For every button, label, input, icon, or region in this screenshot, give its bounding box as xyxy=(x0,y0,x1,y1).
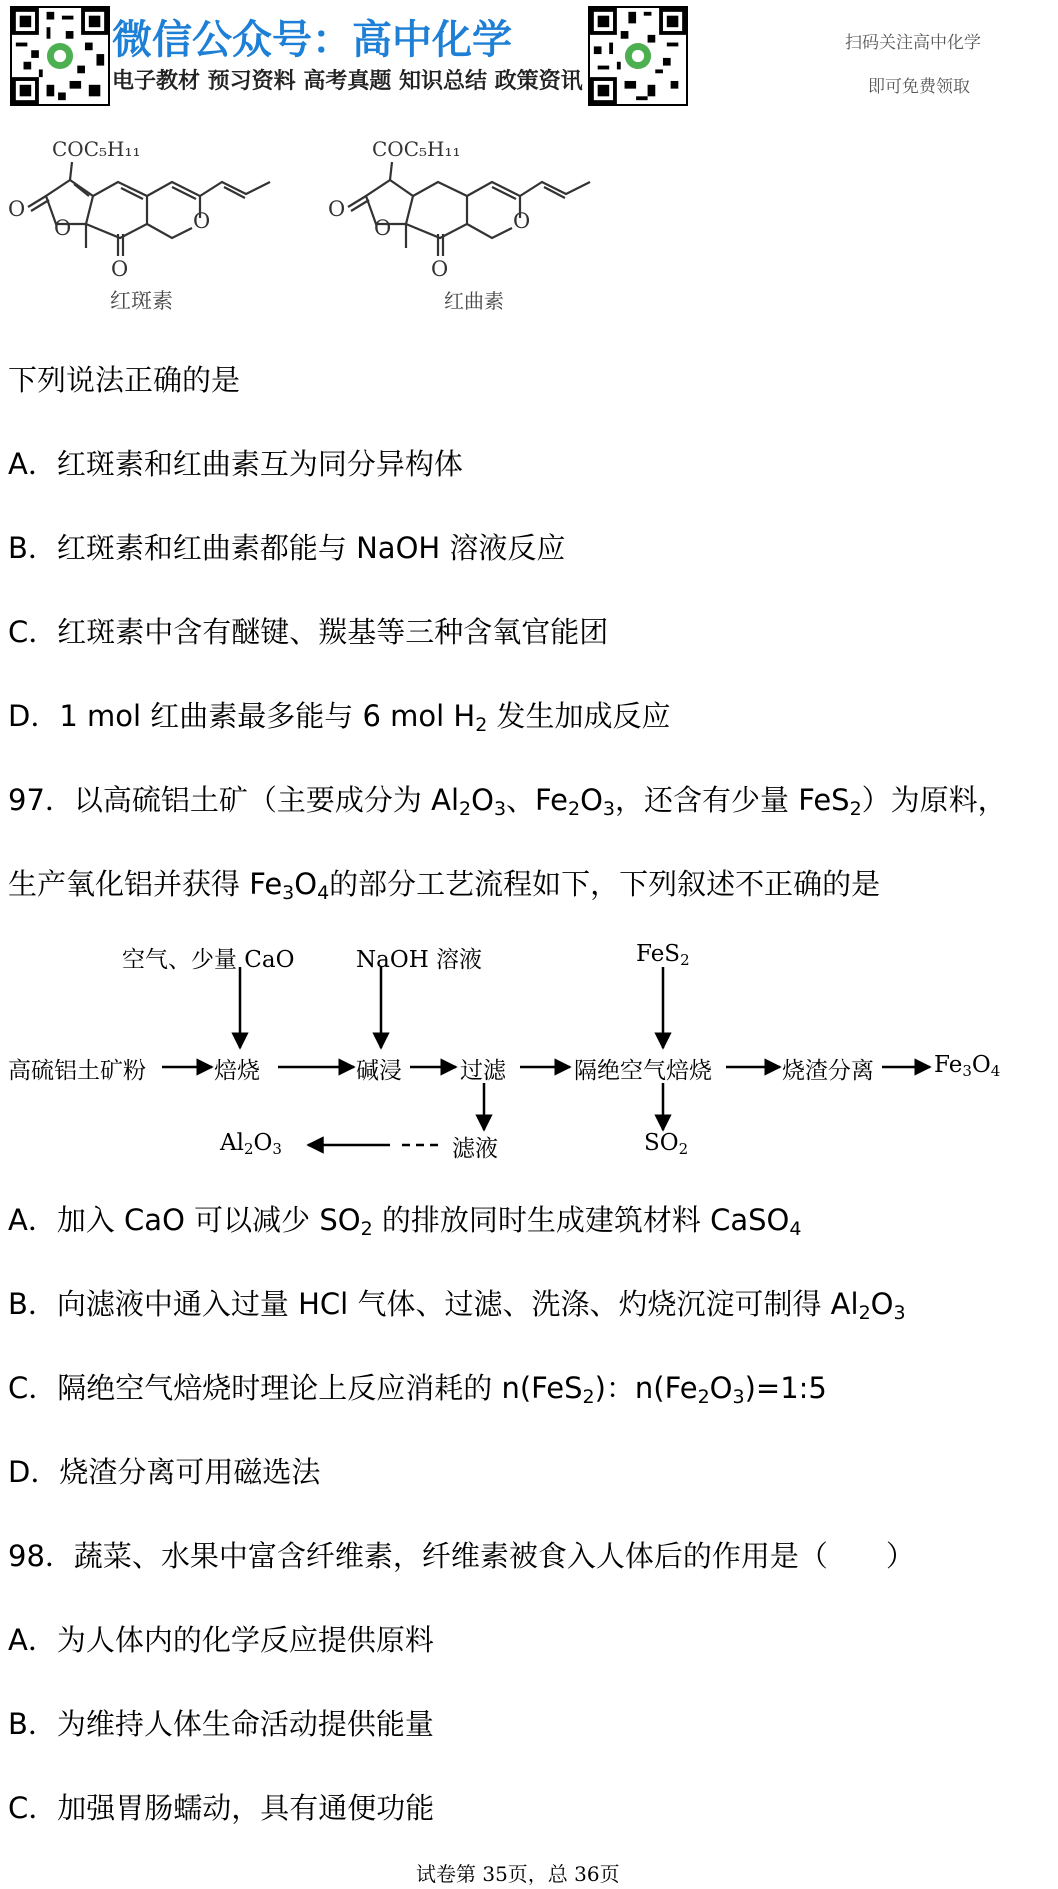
q97-stem-line2 xyxy=(8,862,880,904)
q97-l2-s3: 4 xyxy=(317,882,330,904)
q96-option-d-sub: 2 xyxy=(475,714,488,736)
keto-o-right: O xyxy=(431,257,449,281)
step-slag-separation: 烧渣分离 xyxy=(782,1058,874,1084)
q98-option-b: B．为维持人体生命活动提供能量 xyxy=(8,1707,434,1741)
q97-l1-s1: 2 xyxy=(459,798,472,820)
carbonyl-o-left: O xyxy=(8,197,26,221)
q97b-s1: 2 xyxy=(858,1302,871,1324)
so2-s1: 2 xyxy=(678,1140,689,1158)
q97b-t0: B．向滤液中通入过量 HCl 气体、过滤、洗涤、灼烧沉淀可制得 Al xyxy=(8,1287,859,1321)
product-so2 xyxy=(644,1130,688,1158)
substituent-right: COC₅H₁₁ xyxy=(372,137,461,161)
so2-t0: SO xyxy=(644,1130,679,1156)
page-footer: 试卷第 35页，总 36页 xyxy=(416,1862,620,1886)
qr-code-right-icon xyxy=(588,6,688,106)
tagline: 电子教材 预习资料 高考真题 知识总结 政策资讯 xyxy=(112,69,583,94)
q96-option-b: B．红斑素和红曲素都能与 NaOH 溶液反应 xyxy=(8,531,566,565)
brand-title: 微信公众号：高中化学 xyxy=(112,17,512,63)
q96-option-d-pre: D．1 mol 红曲素最多能与 6 mol H xyxy=(8,699,476,733)
q97c-s1: 2 xyxy=(582,1386,595,1408)
q97-stem-line1 xyxy=(8,778,1007,820)
qr-code-right-svg xyxy=(590,8,686,104)
carbonyl-o-right: O xyxy=(328,197,346,221)
q97-option-d: D．烧渣分离可用磁选法 xyxy=(8,1455,321,1489)
step-alkali-leach: 碱浸 xyxy=(356,1058,402,1084)
q97a-t0: A．加入 CaO 可以减少 SO xyxy=(8,1203,361,1237)
fe3o4-t0: Fe xyxy=(934,1052,963,1078)
process-flow-diagram xyxy=(0,935,1058,1165)
q98-option-a: A．为人体内的化学反应提供原料 xyxy=(8,1623,434,1657)
product-fe3o4 xyxy=(934,1052,1000,1080)
q97-l1-s9: 2 xyxy=(849,798,862,820)
structure-label-left: 红斑素 xyxy=(110,289,173,313)
q97c-t6: )=1:5 xyxy=(744,1371,827,1405)
q97-option-b xyxy=(8,1282,906,1324)
q97-l2-t4: 的部分工艺流程如下，下列叙述不正确的是 xyxy=(329,867,881,901)
al2o3-s1: 2 xyxy=(243,1140,254,1158)
step-roast: 焙烧 xyxy=(214,1058,260,1084)
fe3o4-t2: O xyxy=(971,1052,991,1078)
al2o3-s3: 3 xyxy=(272,1140,282,1158)
reagent-air-cao: 空气、少量 CaO xyxy=(122,947,295,973)
q97-l1-t8: ，还含有少量 FeS xyxy=(615,783,850,817)
molecule-hongqusu xyxy=(348,162,590,256)
pyran-o-right: O xyxy=(513,209,531,233)
ring-o-right: O xyxy=(374,216,392,240)
q97-l2-t0: 生产氧化铝并获得 Fe xyxy=(8,867,283,901)
step-isolated-roast: 隔绝空气焙烧 xyxy=(574,1058,712,1084)
q97-l1-t4: 、Fe xyxy=(506,783,568,817)
pyran-o-left: O xyxy=(193,209,211,233)
fes2-s1: 2 xyxy=(680,951,690,969)
structure-label-right: 红曲素 xyxy=(444,289,504,313)
q97-l1-t2: O xyxy=(471,783,494,817)
q97-option-c xyxy=(8,1366,827,1408)
side-caption-scan: 扫码关注高中化学 xyxy=(845,33,981,53)
fe3o4-s1: 3 xyxy=(962,1062,972,1080)
qr-code-left-svg xyxy=(12,8,108,104)
step-raw-material: 高硫铝土矿粉 xyxy=(8,1058,146,1084)
q98-option-c: C．加强胃肠蠕动，具有通便功能 xyxy=(8,1791,435,1825)
reagent-naoh: NaOH 溶液 xyxy=(356,947,483,973)
q97c-s5: 3 xyxy=(732,1386,745,1408)
q96-option-a: A．红斑素和红曲素互为同分异构体 xyxy=(8,447,463,481)
q97-l1-t0: 97．以高硫铝土矿（主要成分为 Al xyxy=(8,783,460,817)
filtrate-label: 滤液 xyxy=(452,1136,498,1162)
q97-l2-s1: 3 xyxy=(282,882,295,904)
q97-l1-s7: 3 xyxy=(602,798,615,820)
q98-stem: 98．蔬菜、水果中富含纤维素，纤维素被食入人体后的作用是（ ） xyxy=(8,1539,915,1573)
substituent-left: COC₅H₁₁ xyxy=(52,137,141,161)
q97c-t4: O xyxy=(709,1371,733,1405)
q96-option-c: C．红斑素中含有醚键、羰基等三种含氧官能团 xyxy=(8,615,609,649)
q97a-s3: 4 xyxy=(789,1218,802,1240)
al2o3-t0: Al xyxy=(220,1130,244,1156)
q97b-t2: O xyxy=(870,1287,894,1321)
step-filter: 过滤 xyxy=(460,1058,506,1084)
q97c-t2: )：n(Fe xyxy=(594,1371,698,1405)
reagent-fes2 xyxy=(636,941,690,969)
q97-l1-s5: 2 xyxy=(567,798,581,820)
q96-option-d xyxy=(8,694,671,736)
molecule-hongbansu xyxy=(28,162,270,256)
product-al2o3 xyxy=(220,1130,282,1158)
al2o3-t2: O xyxy=(253,1130,273,1156)
side-caption-free: 即可免费领取 xyxy=(868,77,970,97)
q97-l1-t6: O xyxy=(580,783,603,817)
q97b-s3: 3 xyxy=(893,1302,906,1324)
q97-option-a xyxy=(8,1198,801,1240)
qr-code-left-icon xyxy=(10,6,110,106)
fe3o4-s3: 4 xyxy=(990,1062,1001,1080)
q97c-t0: C．隔绝空气焙烧时理论上反应消耗的 n(FeS xyxy=(8,1371,583,1405)
q97-l1-s3: 3 xyxy=(493,798,507,820)
q97-l2-t2: O xyxy=(294,867,318,901)
ring-o-left: O xyxy=(54,216,72,240)
chemical-structures-figure xyxy=(0,110,700,325)
fes2-t0: FeS xyxy=(636,941,681,967)
q97a-t2: 的排放同时生成建筑材料 CaSO xyxy=(372,1203,790,1237)
q97c-s3: 2 xyxy=(697,1386,710,1408)
keto-o-left: O xyxy=(111,257,129,281)
q97-l1-t10: ）为原料， xyxy=(861,783,1007,817)
q97a-s1: 2 xyxy=(360,1218,373,1240)
q96-option-d-post: 发生加成反应 xyxy=(487,699,671,733)
q96-stem: 下列说法正确的是 xyxy=(8,363,241,397)
